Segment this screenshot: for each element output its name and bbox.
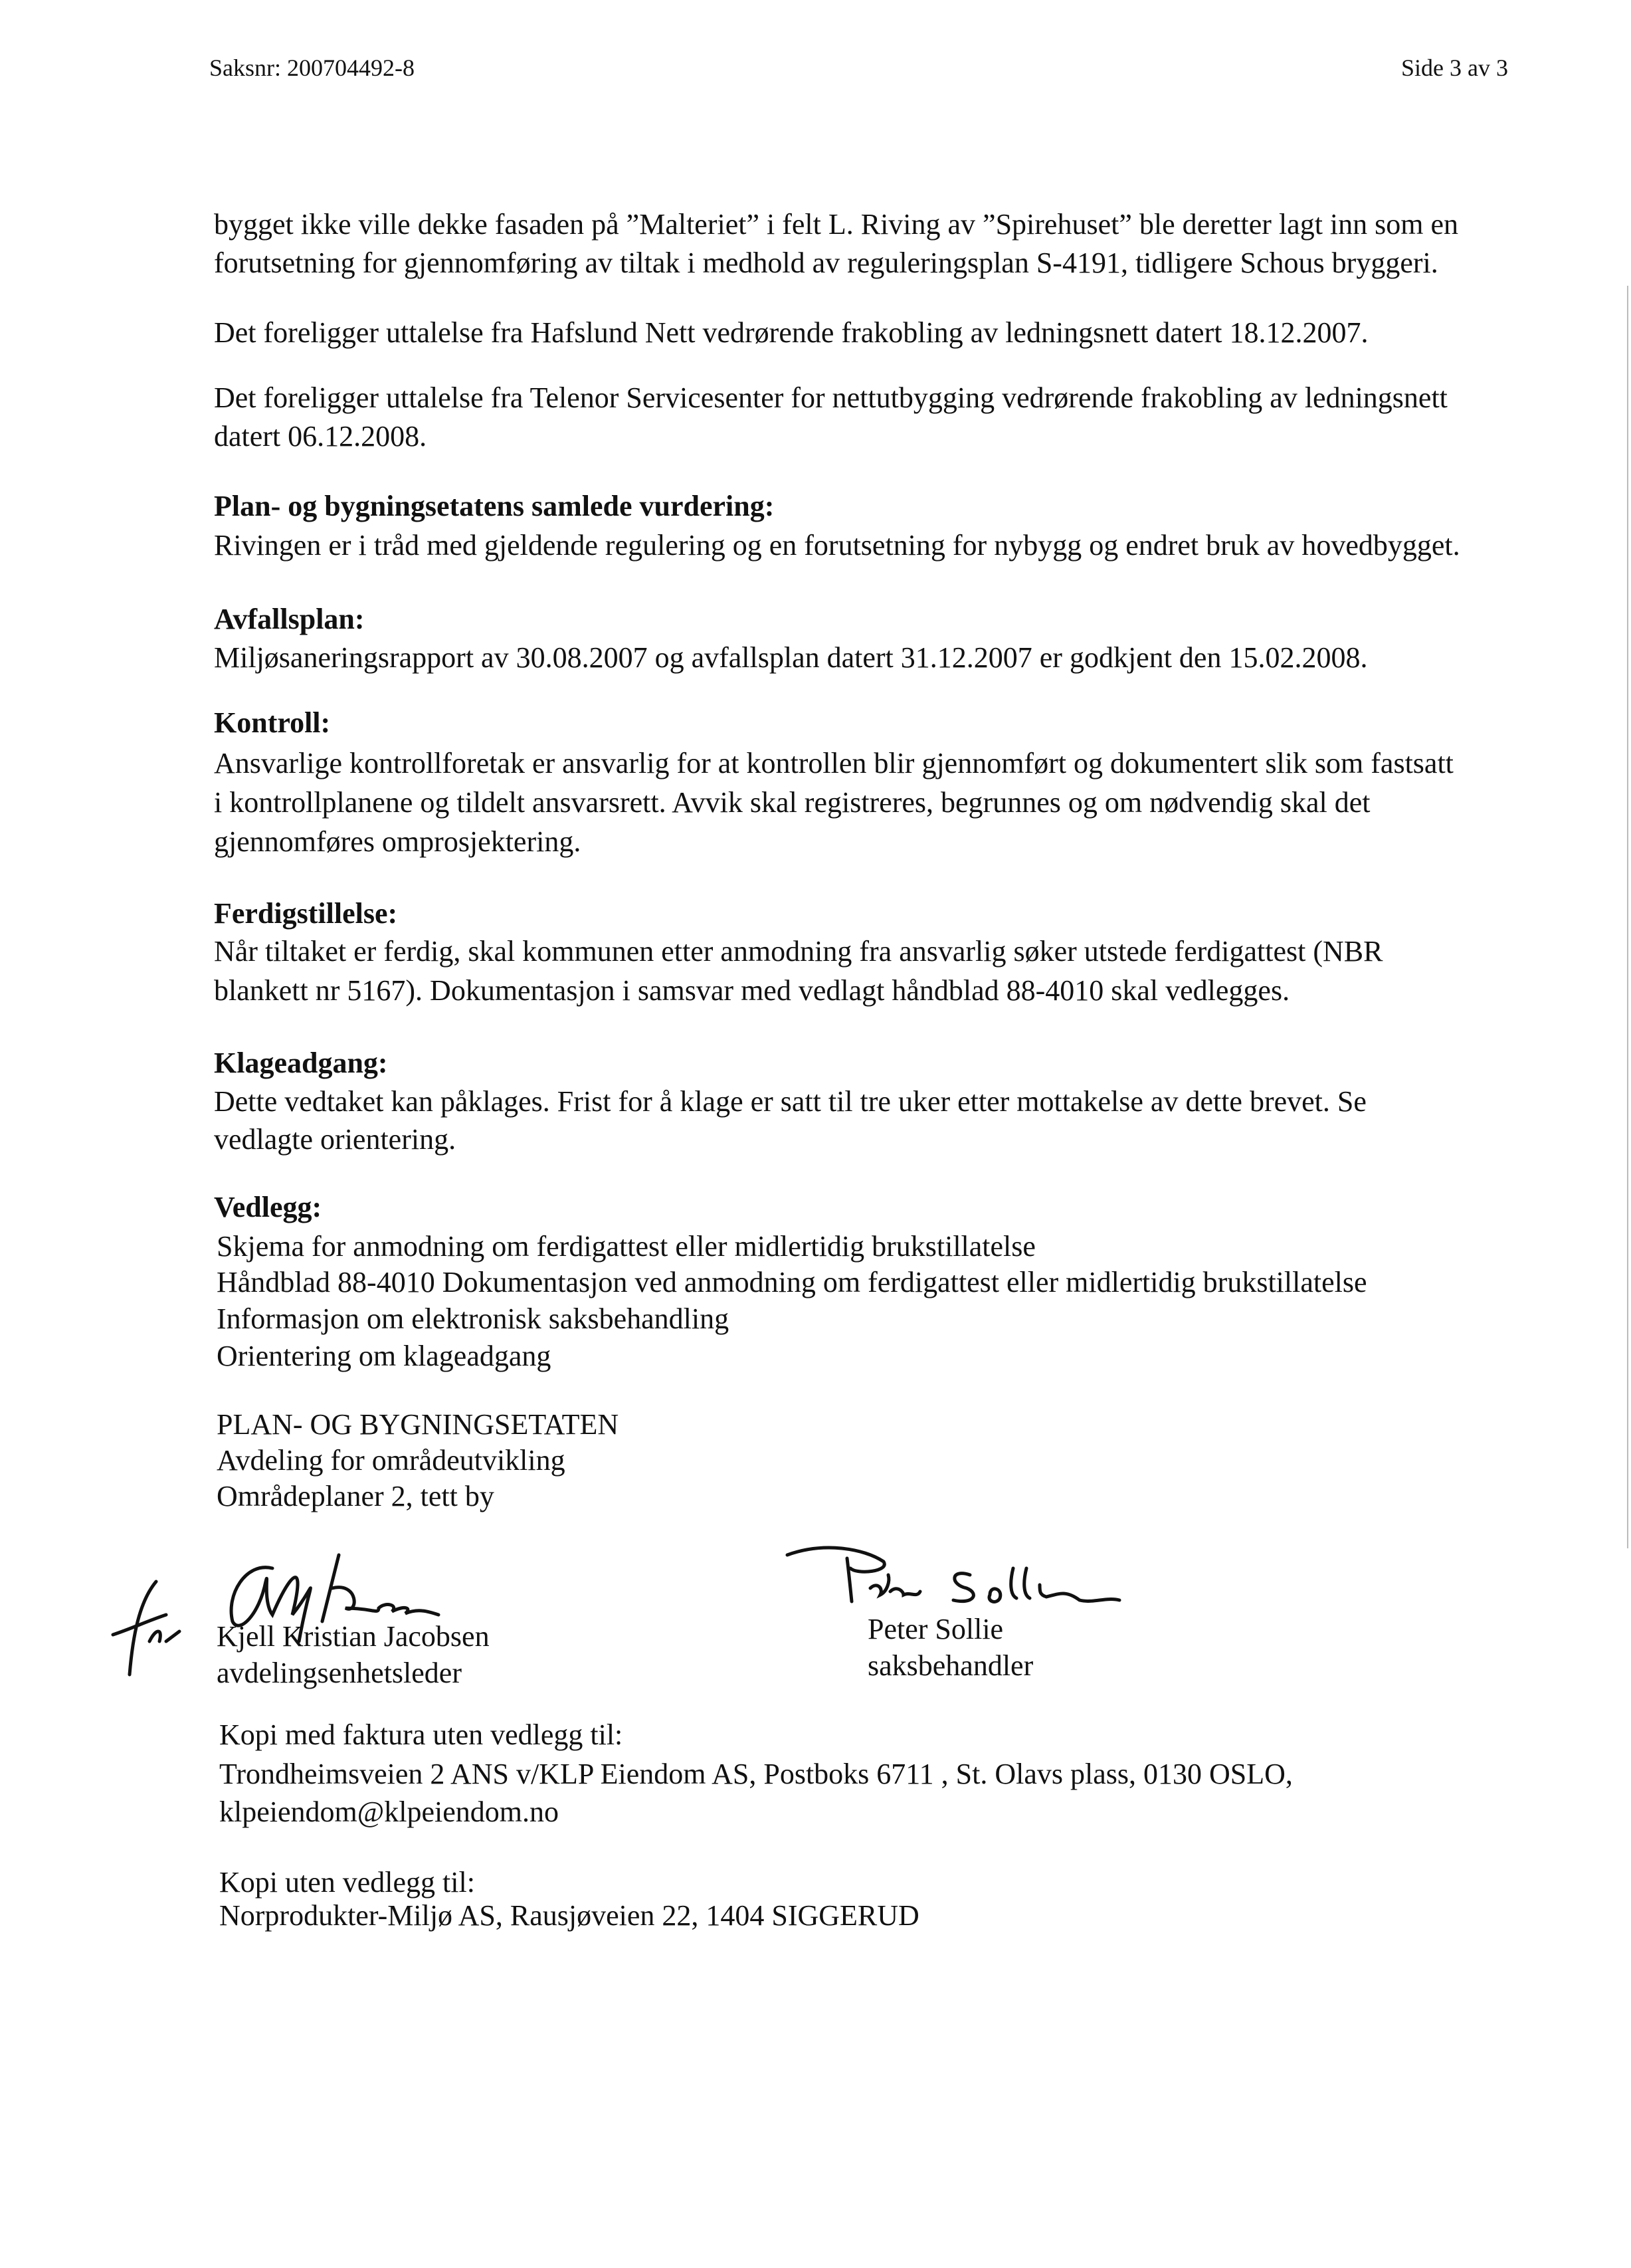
body-line: Ansvarlige kontrollforetak er ansvarlig for at kontrollen blir gjennomført og dokumentert slik som fastsatt bbox=[214, 747, 1454, 779]
section-heading: Ferdigstillelse: bbox=[214, 897, 398, 930]
copy-recipient-email: klpeiendom@klpeiendom.no bbox=[219, 1796, 559, 1828]
scan-edge bbox=[1627, 286, 1628, 1548]
body-line: Når tiltaket er ferdig, skal kommunen etter anmodning fra ansvarlig søker utstede ferdigattest (NBR bbox=[214, 935, 1383, 968]
attachment-item: Informasjon om elektronisk saksbehandling bbox=[217, 1302, 729, 1335]
body-line: Dette vedtaket kan påklages. Frist for å klage er satt til tre uker etter mottakelse av dette brevet. Se bbox=[214, 1085, 1367, 1118]
body-line: forutsetning for gjennomføring av tiltak i medhold av reguleringsplan S-4191, tidligere Schous bryggeri. bbox=[214, 247, 1438, 279]
sender-department: Avdeling for områdeutvikling bbox=[217, 1444, 565, 1477]
body-line: vedlagte orientering. bbox=[214, 1123, 456, 1156]
sender-agency: PLAN- OG BYGNINGSETATEN bbox=[217, 1408, 619, 1441]
copy-recipient: Norprodukter-Miljø AS, Rausjøveien 22, 1404 SIGGERUD bbox=[219, 1899, 919, 1932]
attachment-item: Skjema for anmodning om ferdigattest eller midlertidig brukstillatelse bbox=[217, 1230, 1036, 1263]
sender-unit: Områdeplaner 2, tett by bbox=[217, 1480, 494, 1512]
body-line: Rivingen er i tråd med gjeldende regulering og en forutsetning for nybygg og endret bruk av hovedbygget. bbox=[214, 529, 1460, 562]
body-line: Det foreligger uttalelse fra Telenor Servicesenter for nettutbygging vedrørende frakobling av ledningsnett bbox=[214, 381, 1448, 414]
attachment-item: Håndblad 88-4010 Dokumentasjon ved anmodning om ferdigattest eller midlertidig brukstillatelse bbox=[217, 1266, 1367, 1298]
section-heading: Avfallsplan: bbox=[214, 603, 365, 635]
body-line: bygget ikke ville dekke fasaden på ”Malteriet” i felt L. Riving av ”Spirehuset” ble deretter lagt inn som en bbox=[214, 208, 1459, 241]
page-number: Side 3 av 3 bbox=[1401, 54, 1508, 81]
section-heading: Klageadgang: bbox=[214, 1047, 388, 1079]
signatory-title: avdelingsenhetsleder bbox=[217, 1657, 462, 1689]
case-number: Saksnr: 200704492-8 bbox=[209, 54, 415, 81]
body-line: blankett nr 5167). Dokumentasjon i samsvar med vedlagt håndblad 88-4010 skal vedlegges. bbox=[214, 974, 1290, 1007]
body-line: i kontrollplanene og tildelt ansvarsrett. Avvik skal registreres, begrunnes og om nødvendig skal det bbox=[214, 786, 1371, 819]
copy-heading: Kopi med faktura uten vedlegg til: bbox=[219, 1718, 623, 1751]
signatory-title: saksbehandler bbox=[868, 1649, 1034, 1682]
attachment-item: Orientering om klageadgang bbox=[217, 1340, 551, 1372]
signature-sollie bbox=[784, 1542, 1196, 1615]
body-line: datert 06.12.2008. bbox=[214, 420, 427, 453]
section-heading: Vedlegg: bbox=[214, 1191, 322, 1223]
copy-recipient: Trondheimsveien 2 ANS v/KLP Eiendom AS, Postboks 6711 , St. Olavs plass, 0130 OSLO, bbox=[219, 1758, 1293, 1790]
copy-heading: Kopi uten vedlegg til: bbox=[219, 1866, 475, 1899]
body-line: Det foreligger uttalelse fra Hafslund Nett vedrørende frakobling av ledningsnett datert 18.12.2007. bbox=[214, 316, 1369, 349]
section-heading: Plan- og bygningsetatens samlede vurdering: bbox=[214, 490, 775, 522]
body-line: gjennomføres omprosjektering. bbox=[214, 825, 581, 858]
signatory-name: Kjell Kristian Jacobsen bbox=[217, 1620, 490, 1653]
section-heading: Kontroll: bbox=[214, 706, 331, 739]
body-line: Miljøsaneringsrapport av 30.08.2007 og avfallsplan datert 31.12.2007 er godkjent den 15.02.2008. bbox=[214, 641, 1368, 674]
signatory-name: Peter Sollie bbox=[868, 1613, 1004, 1645]
